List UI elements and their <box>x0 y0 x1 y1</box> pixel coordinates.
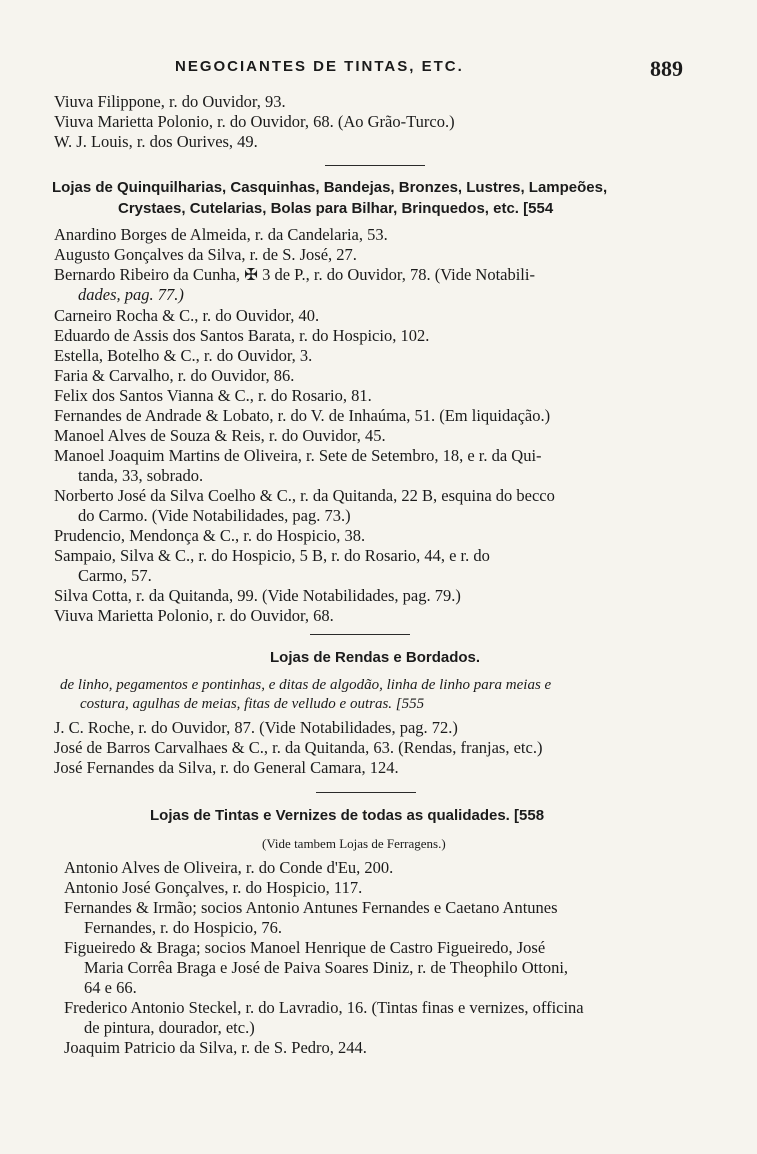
list-item: Antonio Alves de Oliveira, r. do Conde d'Eu, 200. <box>64 858 394 877</box>
list-item: Prudencio, Mendonça & C., r. do Hospicio, 38. <box>54 526 366 545</box>
section2-description: de linho, pegamentos e pontinhas, e ditas de algodão, linha de linho para meias e <box>60 677 552 693</box>
list-item-cont: de pintura, dourador, etc.) <box>84 1018 255 1037</box>
top-entry: W. J. Louis, r. dos Ourives, 49. <box>54 132 258 151</box>
section-divider <box>325 165 425 166</box>
list-item: Carneiro Rocha & C., r. do Ouvidor, 40. <box>54 306 320 325</box>
page-header <box>0 58 757 86</box>
list-item: Eduardo de Assis dos Santos Barata, r. do Hospicio, 102. <box>54 326 430 345</box>
list-item: José Fernandes da Silva, r. do General Camara, 124. <box>54 758 399 777</box>
list-item-cont: do Carmo. (Vide Notabilidades, pag. 73.) <box>78 506 351 525</box>
list-item-cont: dades, pag. 77.) <box>78 285 184 304</box>
list-item: Viuva Marietta Polonio, r. do Ouvidor, 68. <box>54 606 334 625</box>
section-divider <box>310 634 410 635</box>
list-item: Estella, Botelho & C., r. do Ouvidor, 3. <box>54 346 313 365</box>
list-item: J. C. Roche, r. do Ouvidor, 87. (Vide Notabilidades, pag. 72.) <box>54 718 458 737</box>
list-item: Bernardo Ribeiro da Cunha, ✠ 3 de P., r. do Ouvidor, 78. (Vide Notabili- <box>54 265 535 284</box>
list-item: Manoel Alves de Souza & Reis, r. do Ouvidor, 45. <box>54 426 386 445</box>
list-item-cont: 64 e 66. <box>84 978 137 997</box>
list-item-cont: tanda, 33, sobrado. <box>78 466 204 485</box>
section2-description-cont: costura, agulhas de meias, fitas de velludo e outras. [555 <box>80 696 425 712</box>
list-item: Sampaio, Silva & C., r. do Hospicio, 5 B, r. do Rosario, 44, e r. do <box>54 546 490 565</box>
section2-title: Lojas de Rendas e Bordados. <box>270 649 481 666</box>
list-item: Fernandes de Andrade & Lobato, r. do V. de Inhaúma, 51. (Em liquidação.) <box>54 406 551 425</box>
list-item: José de Barros Carvalhaes & C., r. da Quitanda, 63. (Rendas, franjas, etc.) <box>54 738 543 757</box>
page-number: 889 <box>650 56 683 81</box>
section1-title: Lojas de Quinquilharias, Casquinhas, Bandejas, Bronzes, Lustres, Lampeões, <box>52 179 608 196</box>
list-item: Felix dos Santos Vianna & C., r. do Rosario, 81. <box>54 386 372 405</box>
list-item: Norberto José da Silva Coelho & C., r. da Quitanda, 22 B, esquina do becco <box>54 486 555 505</box>
list-item: Joaquim Patricio da Silva, r. de S. Pedro, 244. <box>64 1038 367 1057</box>
section-divider <box>316 792 416 793</box>
section3-title: Lojas de Tintas e Vernizes de todas as qualidades. [558 <box>150 807 545 824</box>
list-item-cont: Maria Corrêa Braga e José de Paiva Soares Diniz, r. de Theophilo Ottoni, <box>84 958 569 977</box>
section1-title-cont: Crystaes, Cutelarias, Bolas para Bilhar, Brinquedos, etc. [554 <box>118 200 554 217</box>
top-entry: Viuva Filippone, r. do Ouvidor, 93. <box>54 92 286 111</box>
list-item: Figueiredo & Braga; socios Manoel Henrique de Castro Figueiredo, José <box>64 938 546 957</box>
list-item: Faria & Carvalho, r. do Ouvidor, 86. <box>54 366 295 385</box>
list-item: Fernandes & Irmão; socios Antonio Antunes Fernandes e Caetano Antunes <box>64 898 558 917</box>
list-item: Manoel Joaquim Martins de Oliveira, r. Sete de Setembro, 18, e r. da Qui- <box>54 446 542 465</box>
list-item: Anardino Borges de Almeida, r. da Candelaria, 53. <box>54 225 388 244</box>
list-item: Silva Cotta, r. da Quitanda, 99. (Vide Notabilidades, pag. 79.) <box>54 586 461 605</box>
section3-note: (Vide tambem Lojas de Ferragens.) <box>262 836 446 851</box>
list-item: Antonio José Gonçalves, r. do Hospicio, 117. <box>64 878 363 897</box>
list-item: Augusto Gonçalves da Silva, r. de S. José, 27. <box>54 245 357 264</box>
top-entry: Viuva Marietta Polonio, r. do Ouvidor, 68. (Ao Grão-Turco.) <box>54 112 455 131</box>
running-head: NEGOCIANTES DE TINTAS, ETC. <box>175 58 464 75</box>
list-item-cont: Carmo, 57. <box>78 566 152 585</box>
list-item-cont: Fernandes, r. do Hospicio, 76. <box>84 918 282 937</box>
list-item: Frederico Antonio Steckel, r. do Lavradio, 16. (Tintas finas e vernizes, officina <box>64 998 584 1017</box>
